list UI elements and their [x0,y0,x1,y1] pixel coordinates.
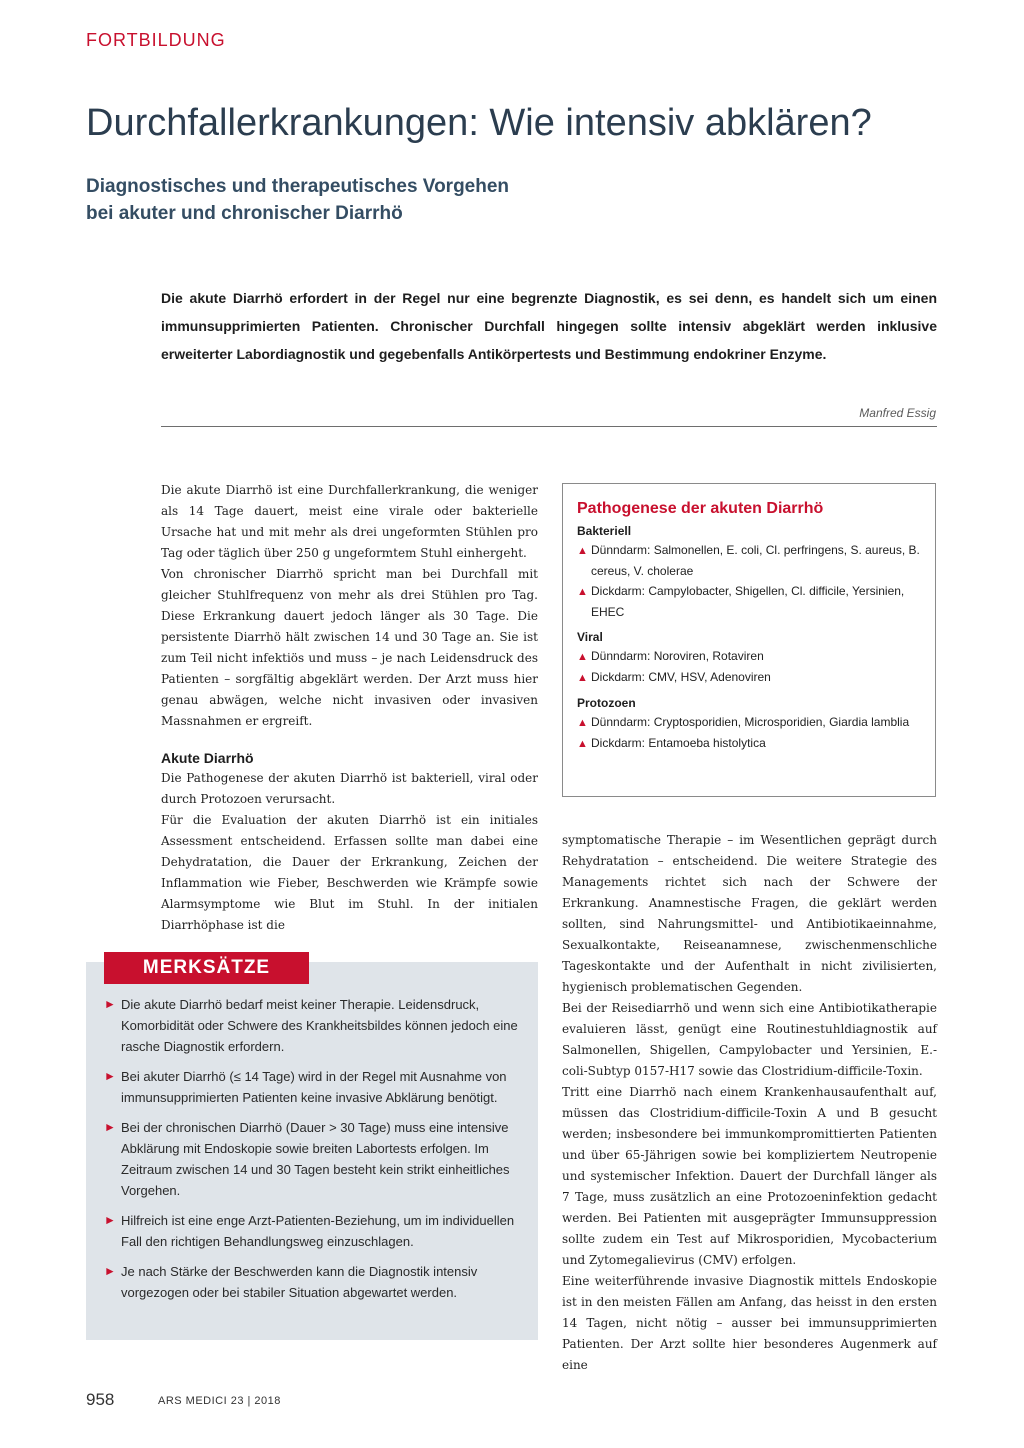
page-number: 958 [86,1390,115,1409]
triangle-bullet-icon: ▲ [577,717,588,729]
body-paragraph: Tritt eine Diarrhö nach einem Krankenhausaufenthalt auf, müssen das Clostridium-difficile-Toxin A und B gesucht werden; insbesondere bei immunkompromittierten Patienten und über 65-Jährigen sowie bei kompliziertem Neutropenie und systemischer Infektion. Dauert der Durchfall länger als 7 Tage, muss zusätzlich an eine Protozoeninfektion gedacht werden. Bei Patienten mit ausgeprägter Immunsuppression sollte zudem ein Test auf Mikrosporidien, Mycobacterium und Zytomegalievirus (CMV) erfolgen. [562,1085,937,1267]
list-item-text: Hilfreich ist eine enge Arzt-Patienten-Beziehung, um im individuellen Fall den richtigen Behandlungsweg einzuschlagen. [121,1213,515,1249]
section-heading-akute-diarrhoe: Akute Diarrhö [161,750,254,766]
body-paragraph: Die akute Diarrhö ist eine Durchfallerkrankung, die weniger als 14 Tage dauert, meist eine virale oder bakterielle Ursache hat und mit mehr als drei ungeformten Stühlen pro Tag oder täglich über 250 g ungeformtem Stuhl einhergeht. [161,483,538,560]
infobox-item [577,540,921,581]
infobox-item-text: Dünndarm: Salmonellen, E. coli, Cl. perfringens, S. aureus, B. cereus, V. cholerae [591,543,920,578]
triangle-bullet-icon: ▲ [577,672,588,684]
right-column [562,830,937,1376]
triangle-bullet-icon: ▲ [577,651,588,663]
list-item [104,1066,524,1108]
merksaetze-label: MERKSÄTZE [104,952,309,984]
list-item [104,994,524,1057]
merksaetze-list [104,994,524,1312]
list-item [104,1210,524,1252]
body-paragraph: Für die Evaluation der akuten Diarrhö ist ein initiales Assessment entscheidend. Erfassen sollte man dabei eine Dehydratation, die Dauer der Erkrankung, Zeichen der Inflammation wie Fieber, Beschwerden wie Krämpfe sowie Alarmsymptome wie Blut im Stuhl. In der initialen Diarrhöphase ist die [161,813,538,932]
author-name: Manfred Essig [859,406,936,420]
list-item-text: Bei der chronischen Diarrhö (Dauer > 30 Tage) muss eine intensive Abklärung mit Endoskopie sowie breiten Labortests erfolgen. Im Zeitraum zwischen 14 und 30 Tagen besteht kein strikt einheitliches Vorgehen. [121,1120,510,1198]
list-item-text: Je nach Stärke der Beschwerden kann die Diagnostik intensiv vorgezogen oder bei stabiler Situation abgewartet werden. [121,1264,478,1300]
list-item-text: Die akute Diarrhö bedarf meist keiner Therapie. Leidensdruck, Komorbidität oder Schwere des Krankheitsbildes können jedoch eine rasche Diagnostik erfordern. [121,997,518,1054]
body-paragraph: Die Pathogenese der akuten Diarrhö ist bakteriell, viral oder durch Protozoen verursacht. [161,771,538,806]
infobox-item-text: Dickdarm: Entamoeba histolytica [591,736,766,750]
infobox-item-text: Dickdarm: CMV, HSV, Adenoviren [591,670,771,684]
infobox-item-text: Dünndarm: Cryptosporidien, Microsporidien, Giardia lamblia [591,715,910,729]
arrow-bullet-icon: ► [104,1264,116,1278]
list-item [104,1117,524,1201]
arrow-bullet-icon: ► [104,997,116,1011]
arrow-bullet-icon: ► [104,1069,116,1083]
list-item-text: Bei akuter Diarrhö (≤ 14 Tage) wird in der Regel mit Ausnahme von immunsupprimierten Patienten keine invasive Abklärung benötigt. [121,1069,507,1105]
divider-rule [161,426,937,427]
triangle-bullet-icon: ▲ [577,738,588,750]
infobox-item [577,733,921,754]
infobox-group-bakteriell: Bakteriell [577,524,632,538]
left-column [161,480,538,936]
page-subtitle [86,174,786,227]
subtitle-line-1: Diagnostisches und therapeutisches Vorgehen [86,176,510,197]
section-label: FORTBILDUNG [86,30,226,50]
body-paragraph: Bei der Reisediarrhö und wenn sich eine Antibiotikatherapie evaluieren lässt, genügt eine Routinestuhldiagnostik auf Salmonellen, Shigellen, Campylobacter und Yersinien, E.-coli-Subtyp 0157-H17 sowie das Clostridium-difficile-Toxin. [562,1001,937,1078]
infobox-group-protozoen: Protozoen [577,696,636,710]
infobox-item [577,581,921,622]
body-paragraph: symptomatische Therapie – im Wesentlichen geprägt durch Rehydratation – entscheidend. Die weitere Strategie des Managements richtet sich nach der Schwere der Erkrankung. Anamnestische Fragen, die geklärt werden sollten, sind Nahrungsmittel- und Antibiotikaeinnahme, Sexualkontakte, Reiseanamnese, zwischenmenschliche Tageskontakte und der Aufenthalt in nicht zivilisierten, hygienisch problematischen Gegenden. [562,833,937,994]
infobox-group-viral: Viral [577,630,603,644]
triangle-bullet-icon: ▲ [577,545,588,557]
page-title: Durchfallerkrankungen: Wie intensiv abklären? [86,102,872,144]
infobox-item [577,667,921,688]
merksaetze-box [86,957,538,1340]
subtitle-line-2: bei akuter und chronischer Diarrhö [86,202,403,224]
infobox-item [577,712,921,733]
infobox-item-text: Dünndarm: Noroviren, Rotaviren [591,649,764,663]
arrow-bullet-icon: ► [104,1213,116,1227]
arrow-bullet-icon: ► [104,1120,116,1134]
body-paragraph: Von chronischer Diarrhö spricht man bei Durchfall mit gleicher Stuhlfrequenz von mehr als drei Stühlen pro Tag. Diese Erkrankung dauert jedoch länger als 30 Tage. Die persistente Diarrhö hält zwischen 14 und 30 Tage an. Sie ist zum Teil nicht infektiös und muss – je nach Leidensdruck des Patienten – sorgfältig abgeklärt werden. Der Arzt muss hier genau abwägen, welche nicht invasiven oder invasiven Massnahmen er ergreift. [161,567,538,728]
infobox-title: Pathogenese der akuten Diarrhö [577,500,824,517]
list-item [104,1261,524,1303]
infobox-item [577,646,921,667]
body-paragraph: Eine weiterführende invasive Diagnostik mittels Endoskopie ist in den meisten Fällen am Anfang, das heisst in den ersten 14 Tagen, nicht nötig – ausser bei immunsupprimierten Patienten. Der Arzt sollte hier besonderes Augenmerk auf eine [562,1274,937,1372]
triangle-bullet-icon: ▲ [577,586,588,598]
lead-paragraph: Die akute Diarrhö erfordert in der Regel nur eine begrenzte Diagnostik, es sei denn, es handelt sich um einen immunsupprimierten Patienten. Chronischer Durchfall hingegen sollte intensiv abgeklärt werden inklusive erweiterter Labordiagnostik und gegebenfalls Antikörpertests und Bestimmung endokriner Enzyme. [161,290,937,362]
pathogenese-infobox [562,483,936,797]
journal-info: ARS MEDICI 23 | 2018 [158,1395,281,1407]
infobox-item-text: Dickdarm: Campylobacter, Shigellen, Cl. difficile, Yersinien, EHEC [591,584,905,619]
